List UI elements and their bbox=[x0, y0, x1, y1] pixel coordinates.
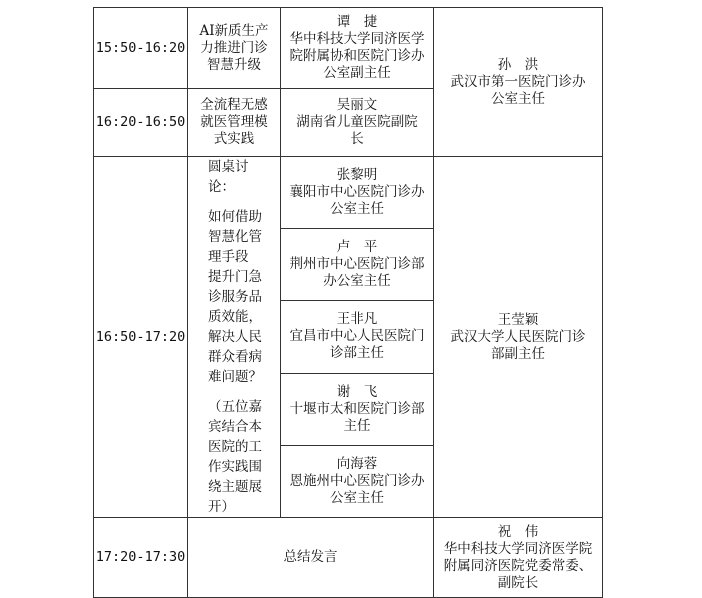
panelist-title: 襄阳市中心医院门诊办公室主任 bbox=[289, 184, 425, 218]
speaker-name: 谭 捷 bbox=[336, 14, 378, 30]
roundtable-heading: 圆桌讨论： bbox=[208, 159, 249, 195]
topic-cell: AI新质生产力推进门诊智慧升级 bbox=[188, 8, 281, 89]
schedule-row bbox=[94, 8, 603, 89]
panelist-title: 十堰市太和医院门诊部主任 bbox=[289, 400, 425, 434]
time-cell: 17:20-17:30 bbox=[94, 518, 188, 598]
panelist-name: 张黎明 bbox=[336, 167, 378, 184]
panelist-cell bbox=[281, 229, 434, 301]
time-cell: 16:20-16:50 bbox=[94, 89, 188, 157]
panelist-cell bbox=[281, 445, 434, 517]
roundtable-note: （五位嘉宾结合本医院的工作实践围绕主题展开） bbox=[208, 399, 262, 515]
panelist-name: 卢 平 bbox=[336, 239, 378, 256]
panelist-title: 恩施州中心医院门诊办公室主任 bbox=[289, 472, 425, 506]
panelist-title: 宜昌市中心人民医院门诊部主任 bbox=[289, 328, 425, 362]
panelist-cell bbox=[281, 301, 434, 373]
time-cell: 15:50-16:20 bbox=[94, 8, 188, 89]
panelist-cell bbox=[281, 373, 434, 445]
host-name: 祝 伟 bbox=[497, 523, 539, 540]
time-cell: 16:50-17:20 bbox=[94, 157, 188, 518]
panelist-name: 谢 飞 bbox=[336, 383, 378, 400]
panelist-title: 荆州市中心医院门诊部办公室主任 bbox=[289, 256, 425, 290]
schedule-table bbox=[93, 7, 603, 598]
topic-cell: 全流程无感就医管理模式实践 bbox=[188, 89, 281, 157]
host-cell bbox=[434, 157, 603, 518]
host-cell bbox=[434, 518, 603, 598]
host-title: 武汉市第一医院门诊办公室主任 bbox=[450, 73, 586, 107]
panelist-name: 王非凡 bbox=[336, 311, 378, 328]
host-name: 王莹颖 bbox=[497, 311, 539, 328]
schedule-row bbox=[94, 518, 603, 598]
speaker-title: 湖南省儿童医院副院长 bbox=[296, 114, 418, 147]
roundtable-question: 如何借助智慧化管理手段 提升门急诊服务品质效能，解决人民群众看病难问题？ bbox=[208, 209, 262, 385]
schedule-row bbox=[94, 157, 603, 229]
host-cell bbox=[434, 8, 603, 157]
panelist-cell bbox=[281, 157, 434, 229]
host-title: 华中科技大学同济医学院附属同济医院党委常委、副院长 bbox=[443, 540, 593, 591]
topic-cell: 总结发言 bbox=[188, 518, 434, 598]
speaker-cell bbox=[281, 8, 434, 89]
speaker-cell bbox=[281, 89, 434, 157]
host-name: 孙 洪 bbox=[497, 56, 539, 73]
panelist-name: 向海蓉 bbox=[336, 455, 378, 472]
host-title: 武汉大学人民医院门诊部副主任 bbox=[450, 328, 586, 362]
speaker-title: 华中科技大学同济医学院附属协和医院门诊办公室副主任 bbox=[289, 31, 425, 81]
roundtable-cell bbox=[188, 157, 281, 518]
speaker-name: 吴丽文 bbox=[336, 97, 378, 113]
